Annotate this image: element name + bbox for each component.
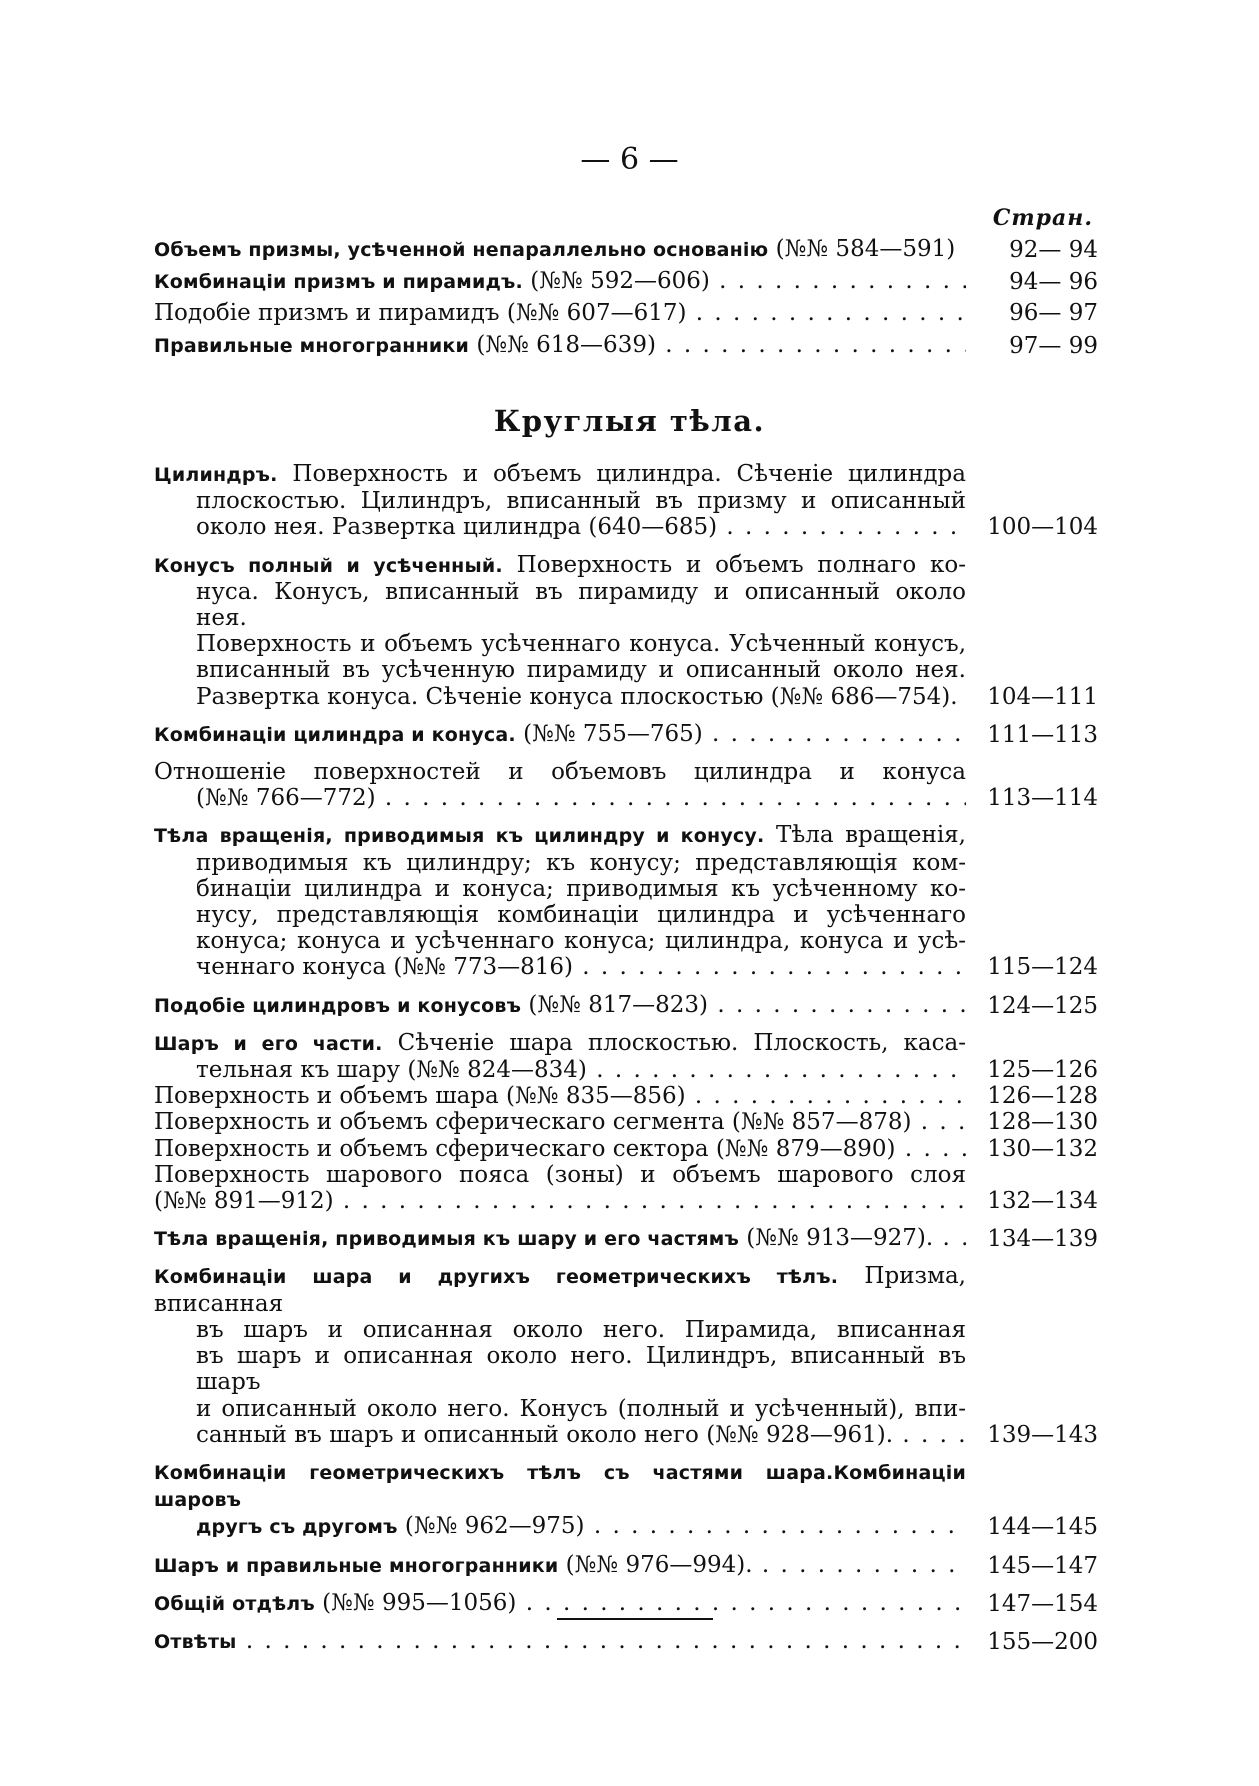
toc-entry[interactable]: [154, 461, 1098, 541]
entry-text: Тѣла вращенія,: [764, 822, 966, 849]
entry-text: (№№ 913—927).: [738, 1225, 934, 1252]
entry-bold: Комбинаціи геометрическихъ тѣлъ съ частями шара.Комбинаціи шаровъ: [154, 1461, 966, 1512]
entry-line: Поверхность и объемъ сферическаго сегмента (№№ 857—878) . . .: [154, 1109, 966, 1135]
entry-bold: Конусъ полный и усѣченный.: [154, 554, 503, 577]
entry-text: Поверхность и объемъ полнаго ко-: [502, 551, 966, 578]
entry-text: (№№ 755—765): [515, 720, 703, 747]
entry-text: Сѣченіе шара плоскостью. Плоскость, каса-: [382, 1029, 966, 1056]
entry-bold: Подобіе цилиндровъ и конусовъ: [154, 994, 522, 1017]
toc-entry[interactable]: [154, 1552, 1098, 1579]
entry-line: приводимыя къ цилиндру; къ конусу; представляющія ком-: [196, 849, 966, 876]
toc-main-list: [154, 461, 1098, 1666]
toc-entry[interactable]: [154, 1263, 1098, 1447]
toc-entry[interactable]: [154, 822, 1098, 980]
entry-pages: 126—128: [987, 1083, 1098, 1110]
toc-entry[interactable]: [154, 1162, 1098, 1214]
entry-bold: Тѣла вращенія, приводимыя къ цилиндру и конусу.: [154, 825, 765, 848]
entry-line: около нея. Развертка цилиндра (640—685) . . .: [154, 514, 966, 540]
entry-text: (№№ 962—975): [397, 1513, 585, 1540]
toc-entry[interactable]: [154, 1136, 1098, 1162]
entry-text: (№№ 995—1056): [314, 1589, 517, 1616]
entry-pages: 134—139: [987, 1226, 1098, 1253]
page-number: — 6 —: [580, 142, 679, 177]
entry-bold: Комбинаціи шара и другихъ геометрическихъ тѣлъ.: [154, 1266, 839, 1289]
entry-pages: 125—126: [987, 1057, 1098, 1084]
entry-pages: 139—143: [987, 1421, 1098, 1448]
toc-entry[interactable]: [154, 332, 1098, 359]
toc-top-list: [154, 236, 1098, 364]
entry-line: нусу, представляющія комбинаціи цилиндра и усѣченнаго: [196, 902, 966, 929]
entry-text: (№№ 592—606): [522, 268, 710, 295]
entry-line: Поверхность и объемъ усѣченнаго конуса. Усѣченный конусъ,: [196, 631, 966, 658]
entry-line: Развертка конуса. Сѣченіе конуса плоскостью (№№ 686—754). . . .: [154, 684, 966, 710]
entry-pages: 92— 94: [1009, 237, 1098, 263]
toc-entry[interactable]: [154, 1109, 1098, 1135]
pages-column-label: Стран.: [992, 205, 1093, 231]
entry-pages: 155—200: [987, 1628, 1098, 1655]
entry-pages: 124—125: [987, 992, 1098, 1019]
entry-bold: Шаръ и правильные многогранники: [154, 1554, 559, 1577]
toc-entry[interactable]: [154, 1225, 1098, 1252]
entry-bold: Общій отдѣлъ: [154, 1592, 315, 1615]
entry-bold: Комбинаціи цилиндра и конуса.: [154, 723, 516, 746]
entry-pages: 144—145: [987, 1514, 1098, 1541]
entry-text: (№№ 817—823): [521, 991, 709, 1018]
toc-entry[interactable]: [154, 759, 1098, 811]
entry-line: Поверхность и объемъ сферическаго сектора (№№ 879—890) . . .: [154, 1136, 966, 1162]
entry-pages: 97— 99: [1009, 332, 1098, 359]
entry-pages: 111—113: [987, 721, 1098, 748]
entry-line: въ шаръ и описанная около него. Пирамида, вписанная: [196, 1316, 966, 1343]
entry-line: въ шаръ и описанная около него. Цилиндръ, вписанный въ шаръ: [196, 1343, 966, 1396]
toc-entry[interactable]: [154, 1030, 1098, 1083]
entry-line: (№№ 891—912) . . .: [154, 1188, 966, 1214]
entry-bold: другъ съ другомъ: [196, 1516, 398, 1539]
entry-pages: 128—130: [987, 1109, 1098, 1136]
entry-line: конуса; конуса и усѣченнаго конуса; цилиндра, конуса и усѣ-: [196, 928, 966, 955]
entry-line: вписанный въ усѣченную пирамиду и описанный около нея.: [196, 657, 966, 684]
entry-pages: 94— 96: [1009, 269, 1098, 296]
entry-line: и описанный около него. Конусъ (полный и усѣченный), впи-: [196, 1395, 966, 1422]
entry-line: бинаціи цилиндра и конуса; приводимыя къ усѣченному ко-: [196, 875, 966, 902]
entry-line: тельная къ шару (№№ 824—834) . . .: [154, 1057, 966, 1083]
toc-entry[interactable]: [154, 1459, 1098, 1541]
entry-text: (№№ 618—639): [469, 331, 656, 358]
entry-text: (№№ 976—994).: [558, 1551, 753, 1578]
entry-pages: 115—124: [987, 954, 1098, 981]
entry-line: ченнаго конуса (№№ 773—816) . . .: [154, 954, 966, 980]
toc-entry[interactable]: [154, 992, 1098, 1019]
entry-bold: Объемъ призмы, усѣченной непараллельно основанію: [154, 239, 769, 261]
entry-text: (№№ 584—591): [768, 236, 956, 262]
entry-pages: 145—147: [987, 1552, 1098, 1579]
entry-text: Призма, вписанная: [154, 1263, 966, 1317]
entry-pages: 100—104: [987, 514, 1098, 541]
entry-pages: 104—111: [987, 683, 1098, 710]
toc-entry[interactable]: [154, 1083, 1098, 1109]
toc-entry[interactable]: [154, 721, 1098, 748]
entry-text: Поверхность шарового пояса (зоны) и объемъ шарового слоя: [154, 1161, 966, 1188]
entry-bold: Цилиндръ.: [154, 464, 278, 486]
entry-pages: 113—114: [987, 785, 1098, 812]
bottom-rule: [557, 1618, 713, 1620]
toc-entry[interactable]: [154, 1590, 1098, 1617]
entry-text: Отношеніе поверхностей и объемовъ цилиндра и конуса: [154, 759, 966, 786]
entry-pages: 132—134: [987, 1188, 1098, 1215]
toc-entry[interactable]: [154, 552, 1098, 710]
entry-line: санный въ шаръ и описанный около него (№№ 928—961). . . .: [154, 1422, 966, 1448]
entry-line: плоскостью. Цилиндръ, вписанный въ призму и описанный: [196, 488, 966, 515]
entry-text: Поверхность и объемъ цилиндра. Сѣченіе цилиндра: [277, 461, 966, 487]
entry-line: Поверхность и объемъ шара (№№ 835—856) . . .: [154, 1083, 966, 1109]
entry-pages: 130—132: [987, 1135, 1098, 1162]
toc-entry[interactable]: [154, 236, 1098, 263]
toc-entry[interactable]: [154, 1628, 1098, 1655]
entry-pages: 96— 97: [1009, 300, 1098, 327]
entry-bold: Комбинаціи призмъ и пирамидъ.: [154, 271, 523, 294]
entry-line: (№№ 766—772) . . .: [154, 785, 966, 811]
entry-text: Подобіе призмъ и пирамидъ (№№ 607—617): [154, 300, 687, 327]
section-title: Круглыя тѣла.: [493, 404, 766, 438]
entry-pages: 147—154: [987, 1590, 1098, 1617]
toc-entry[interactable]: [154, 300, 1098, 326]
entry-bold: Отвѣты: [154, 1630, 237, 1653]
entry-bold: Тѣла вращенія, приводимыя къ шару и его частямъ: [154, 1228, 739, 1251]
toc-entry[interactable]: [154, 268, 1098, 295]
entry-line: нуса. Конусъ, вписанный въ пирамиду и описанный около нея.: [196, 578, 966, 632]
entry-bold: Шаръ и его части.: [154, 1032, 383, 1055]
entry-bold: Правильные многогранники: [154, 334, 470, 357]
